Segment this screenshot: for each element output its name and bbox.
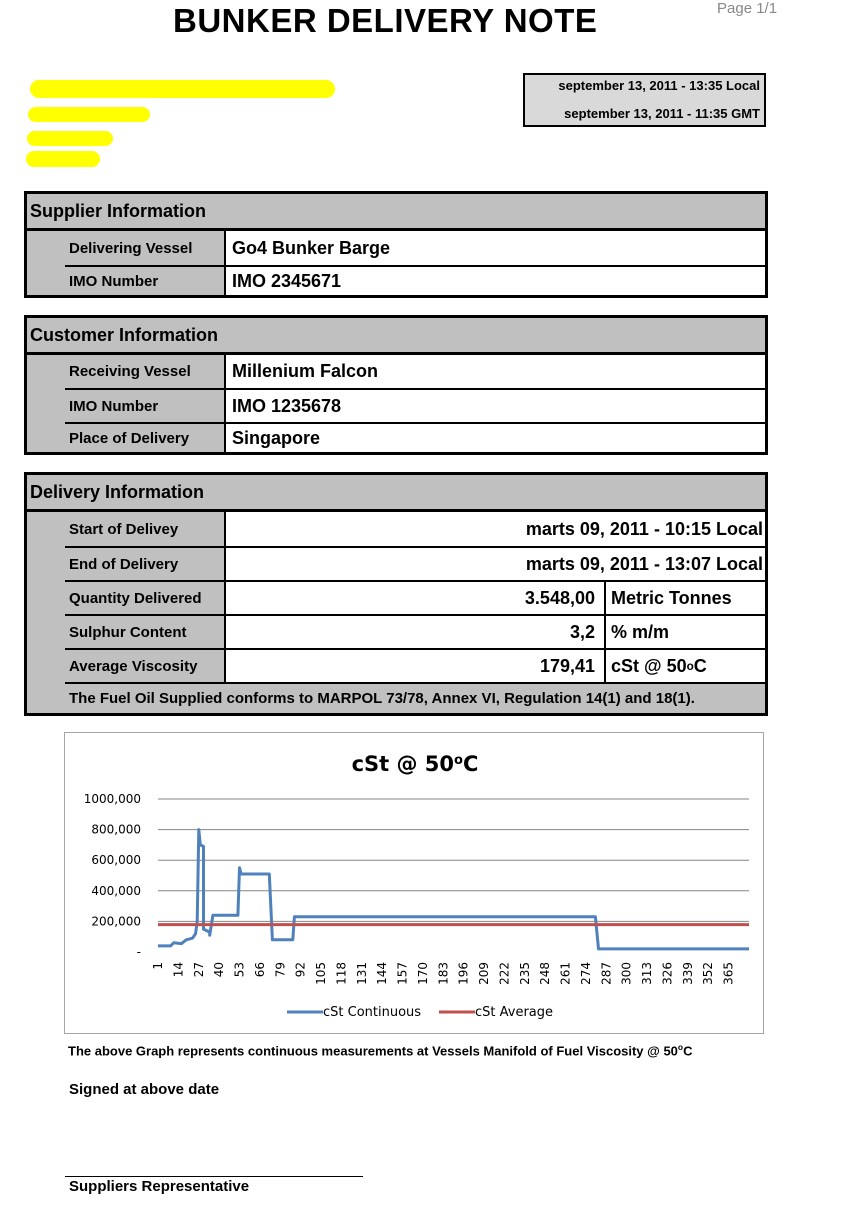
- delivery-section: [24, 472, 768, 716]
- sulphur-content-row: [65, 614, 765, 648]
- x-tick-label: 365: [721, 962, 736, 985]
- document-title: BUNKER DELIVERY NOTE: [173, 2, 598, 39]
- supplier-imo-row: [65, 265, 765, 295]
- delivering-vessel-value: Go4 Bunker Barge: [232, 237, 391, 258]
- x-tick-label: 144: [375, 962, 390, 985]
- page-number: Page 1/1: [717, 0, 778, 17]
- x-tick-label: 300: [619, 962, 634, 985]
- x-tick-label: 105: [314, 962, 329, 985]
- delivering-vessel-row: [65, 231, 765, 265]
- date-local: september 13, 2011 - 13:35 Local: [558, 78, 760, 93]
- x-tick-label: 27: [191, 962, 206, 978]
- receiving-vessel-label: Receiving Vessel: [65, 355, 226, 388]
- average-viscosity-value: 179,41: [228, 650, 606, 682]
- x-tick-label: 131: [354, 962, 369, 985]
- customer-imo-row: [65, 388, 765, 422]
- x-tick-label: 274: [578, 962, 593, 985]
- average-viscosity-unit: cSt @ 50 o C: [611, 655, 707, 676]
- x-tick-label: 222: [497, 962, 512, 985]
- marpol-conformance: The Fuel Oil Supplied conforms to MARPOL 73/78, Annex VI, Regulation 14(1) and 18(1).: [65, 682, 765, 713]
- average-viscosity-label: Average Viscosity: [65, 650, 226, 682]
- suppliers-representative-label: Suppliers Representative: [69, 1178, 250, 1195]
- place-of-delivery-label: Place of Delivery: [65, 424, 226, 452]
- customer-heading: Customer Information: [27, 318, 765, 355]
- x-tick-label: 326: [660, 962, 675, 985]
- supplier-section: [24, 191, 768, 298]
- viscosity-chart-svg: [65, 733, 763, 1033]
- y-tick-label: -: [136, 945, 141, 959]
- legend-label: cSt Continuous: [323, 1005, 422, 1020]
- end-of-delivery-row: [65, 546, 765, 580]
- place-of-delivery-value: Singapore: [232, 427, 321, 448]
- y-tick-label: 200,000: [91, 914, 141, 929]
- x-tick-label: 352: [701, 962, 716, 985]
- average-viscosity-row: [65, 648, 765, 682]
- customer-imo-value: IMO 1235678: [232, 395, 342, 416]
- legend-label: cSt Average: [475, 1005, 554, 1020]
- customer-imo-label: IMO Number: [65, 390, 226, 422]
- end-of-delivery-label: End of Delivery: [65, 548, 226, 580]
- x-tick-label: 14: [171, 962, 186, 978]
- x-tick-label: 40: [212, 962, 227, 978]
- x-tick-label: 287: [599, 962, 614, 985]
- customer-section: [24, 315, 768, 455]
- receiving-vessel-row: [65, 355, 765, 388]
- signed-note: Signed at above date: [69, 1081, 220, 1098]
- x-tick-label: 209: [477, 962, 492, 985]
- quantity-delivered-row: [65, 580, 765, 614]
- supplier-imo-label: IMO Number: [65, 267, 226, 295]
- x-tick-label: 183: [436, 962, 451, 985]
- issue-date-box: [523, 73, 766, 127]
- supplier-heading: Supplier Information: [27, 194, 765, 231]
- sulphur-content-value: 3,2: [228, 616, 606, 648]
- y-tick-label: 400,000: [91, 883, 141, 898]
- x-tick-label: 118: [334, 962, 349, 985]
- sulphur-content-unit: % m/m: [611, 621, 670, 642]
- y-tick-label: 600,000: [91, 853, 141, 868]
- x-tick-label: 261: [558, 962, 573, 985]
- x-tick-label: 248: [538, 962, 553, 985]
- date-gmt: september 13, 2011 - 11:35 GMT: [564, 106, 760, 121]
- x-tick-label: 79: [273, 962, 288, 978]
- delivering-vessel-label: Delivering Vessel: [65, 231, 226, 265]
- quantity-delivered-unit: Metric Tonnes: [611, 587, 732, 608]
- delivery-heading: Delivery Information: [27, 475, 765, 512]
- series-line-continuous: [158, 830, 749, 949]
- y-tick-label: 800,000: [91, 822, 141, 837]
- quantity-delivered-value: 3.548,00: [228, 582, 606, 614]
- signature-line: [65, 1176, 363, 1177]
- chart-caption: The above Graph represents continuous measurements at Vessels Manifold of Fuel Viscosity @ 50$^o$C: [68, 1042, 693, 1059]
- quantity-delivered-label: Quantity Delivered: [65, 582, 226, 614]
- x-tick-label: 92: [293, 962, 308, 978]
- x-tick-label: 235: [517, 962, 532, 985]
- x-tick-label: 339: [680, 962, 695, 985]
- x-tick-label: 66: [252, 962, 267, 978]
- x-tick-label: 170: [415, 962, 430, 985]
- chart-title: cSt @ 50$^o$C: [351, 752, 479, 776]
- end-of-delivery-value: marts 09, 2011 - 13:07 Local: [525, 553, 763, 574]
- x-tick-label: 157: [395, 962, 410, 985]
- start-of-delivery-row: [65, 512, 765, 546]
- viscosity-chart: [64, 732, 764, 1034]
- receiving-vessel-value: Millenium Falcon: [232, 361, 379, 381]
- x-tick-label: 53: [232, 962, 247, 978]
- x-tick-label: 1: [151, 962, 165, 970]
- x-tick-label: 313: [640, 962, 655, 985]
- x-tick-label: 196: [456, 962, 471, 985]
- start-of-delivery-label: Start of Delivey: [65, 512, 226, 546]
- sulphur-content-label: Sulphur Content: [65, 616, 226, 648]
- supplier-imo-value: IMO 2345671: [232, 270, 342, 291]
- place-of-delivery-row: [65, 422, 765, 452]
- start-of-delivery-value: marts 09, 2011 - 10:15 Local: [525, 518, 763, 539]
- y-tick-label: 1000,000: [83, 792, 141, 806]
